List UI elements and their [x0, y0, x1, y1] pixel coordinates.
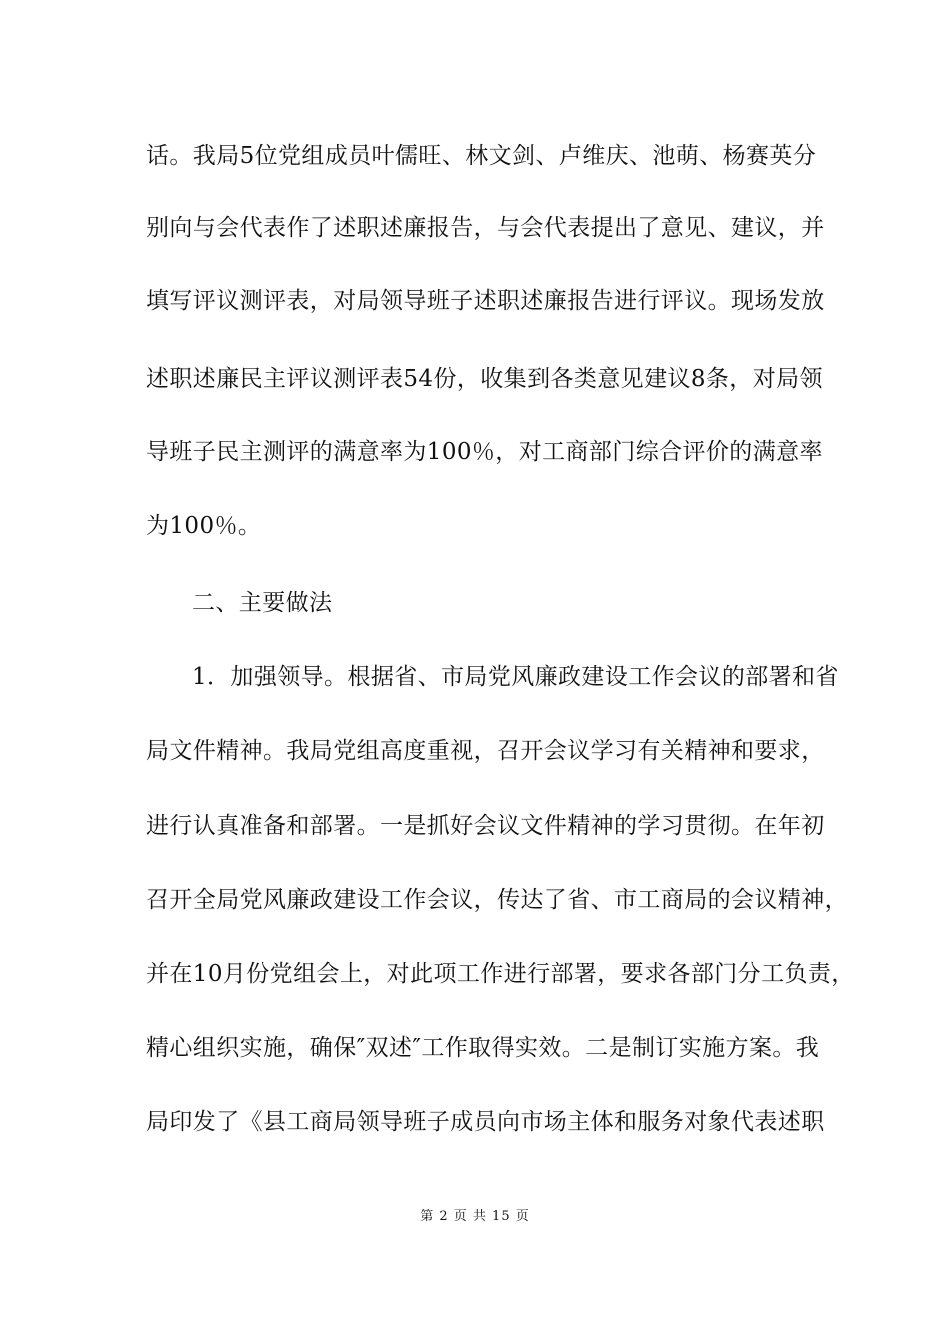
page-number-label: 第 2 页 共 15 页: [420, 1209, 530, 1224]
paragraph-line-10: 召开全局党风廉政建设工作会议，传达了省、市工商局的会议精神，: [146, 887, 848, 913]
paragraph-line-12: 精心组织实施，确保″双述″工作取得实效。二是制订实施方案。我: [146, 1035, 820, 1061]
paragraph-line-2: 别向与会代表作了述职述廉报告，与会代表提出了意见、建议，并: [146, 215, 825, 241]
paragraph-line-7: 1．加强领导。根据省、市局党风廉政建设工作会议的部署和省: [192, 664, 839, 690]
paragraph-line-3: 填写评议测评表，对局领导班子述职述廉报告进行评议。现场发放: [146, 288, 825, 314]
paragraph-line-6: 为100％。: [146, 513, 262, 539]
paragraph-line-5: 导班子民主测评的满意率为100％，对工商部门综合评价的满意率: [146, 439, 823, 465]
paragraph-line-11: 并在10月份党组会上，对此项工作进行部署，要求各部门分工负责，: [146, 961, 855, 987]
paragraph-line-9: 进行认真准备和部署。一是抓好会议文件精神的学习贯彻。在年初: [146, 813, 825, 839]
paragraph-line-1: 话。我局5位党组成员叶儒旺、林文剑、卢维庆、池萌、杨赛英分: [146, 143, 817, 169]
paragraph-line-13: 局印发了《县工商局领导班子成员向市场主体和服务对象代表述职: [146, 1109, 825, 1135]
page-footer: [0, 1208, 950, 1226]
paragraph-line-4: 述职述廉民主评议测评表54份，收集到各类意见建议8条，对局领: [146, 366, 823, 392]
section-heading: 二、主要做法: [192, 590, 333, 616]
paragraph-line-8: 局文件精神。我局党组高度重视，召开会议学习有关精神和要求，: [146, 738, 825, 764]
